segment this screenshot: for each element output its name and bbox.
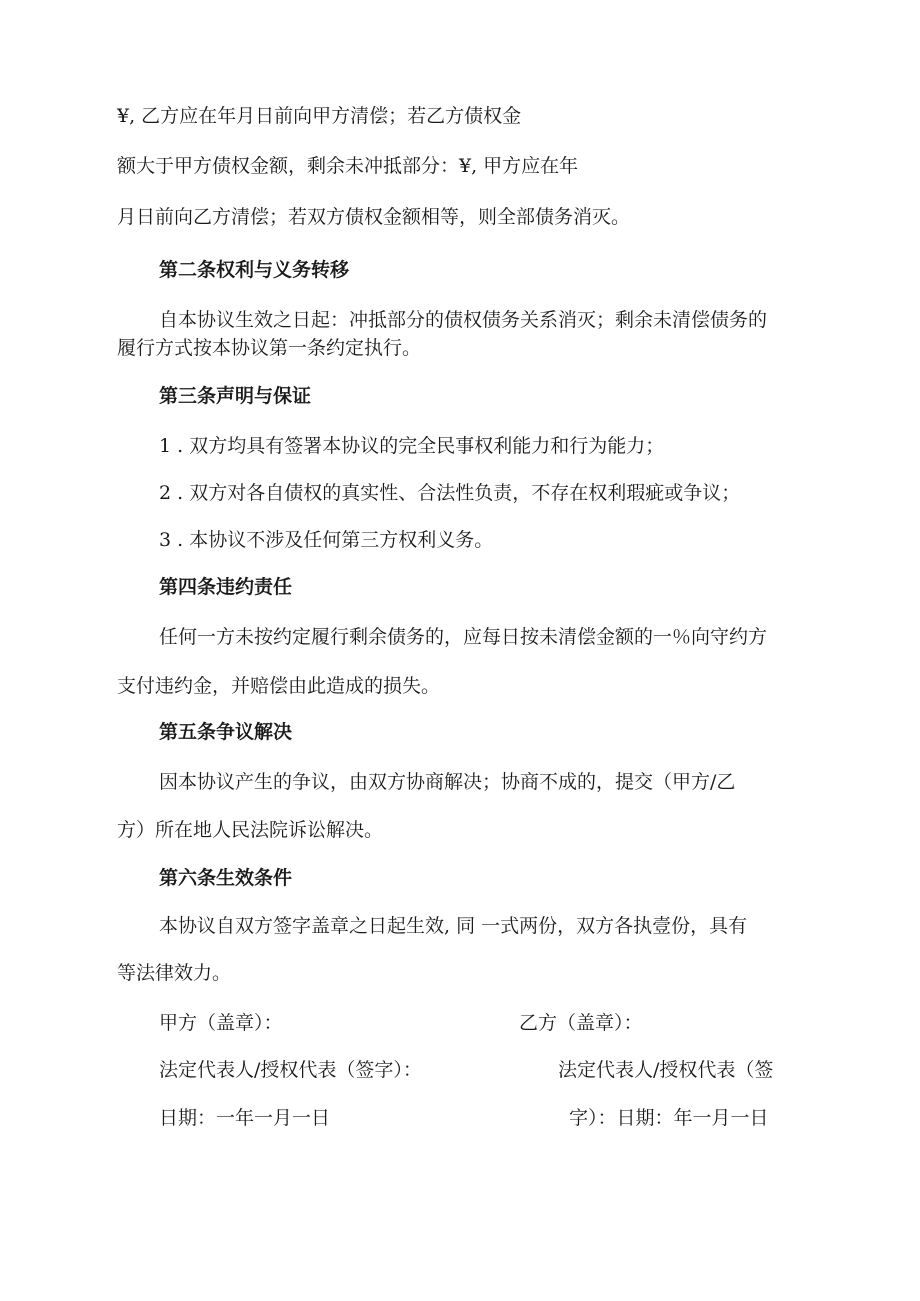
article-4-heading: 第四条违约责任 <box>159 576 293 598</box>
article-6-line-2: 等法律效力。 <box>117 962 232 984</box>
article-5-heading: 第五条争议解决 <box>159 721 293 743</box>
article-3-item-3: 3 . 本协议不涉及任何第三方权利义务。 <box>159 529 494 551</box>
article-4-line-2: 支付违约金，并赔偿由此造成的损失。 <box>117 675 441 697</box>
article-3-item-1: 1 . 双方均具有签署本协议的完全民事权利能力和行为能力； <box>159 435 665 457</box>
article-3-heading: 第三条声明与保证 <box>159 385 312 407</box>
article-3-item-2: 2 . 双方对各自债权的真实性、合法性负责，不存在权利瑕疵或争议； <box>159 482 741 504</box>
intro-line-2: 额大于甲方债权金额，剩余未冲抵部分：¥, 甲方应在年 <box>117 155 579 177</box>
intro-line-1: ¥, 乙方应在年月日前向甲方清偿；若乙方债权金 <box>117 105 522 127</box>
intro-line-3: 月日前向乙方清偿；若双方债权金额相等，则全部债务消灭。 <box>117 206 631 228</box>
party-a-seal: 甲方（盖章）： <box>159 1012 283 1034</box>
article-2-line-2: 履行方式按本协议第一条约定执行。 <box>117 337 422 359</box>
article-2-heading: 第二条权利与义务转移 <box>159 259 350 281</box>
party-a-representative: 法定代表人/授权代表（签字）： <box>159 1059 422 1081</box>
article-5-line-2: 方）所在地人民法院诉讼解决。 <box>117 819 384 841</box>
article-2-line-1: 自本协议生效之日起：冲抵部分的债权债务关系消灭；剩余未清偿债务的 <box>159 309 768 331</box>
article-6-heading: 第六条生效条件 <box>159 867 293 889</box>
article-5-line-1: 因本协议产生的争议，由双方协商解决；协商不成的，提交（甲方/乙 <box>159 771 736 793</box>
article-4-line-1: 任何一方未按约定履行剩余债务的，应每日按未清偿金额的一％向守约方 <box>159 626 768 648</box>
party-b-seal: 乙方（盖章）： <box>519 1012 643 1034</box>
article-6-line-1: 本协议自双方签字盖章之日起生效, 同 一式两份，双方各执壹份，具有 <box>159 915 748 937</box>
party-b-representative-line-1: 法定代表人/授权代表（签 <box>558 1059 774 1081</box>
party-a-date: 日期：一年一月一日 <box>159 1107 331 1129</box>
party-b-representative-line-2: 字）：日期：年一月一日 <box>569 1107 769 1129</box>
